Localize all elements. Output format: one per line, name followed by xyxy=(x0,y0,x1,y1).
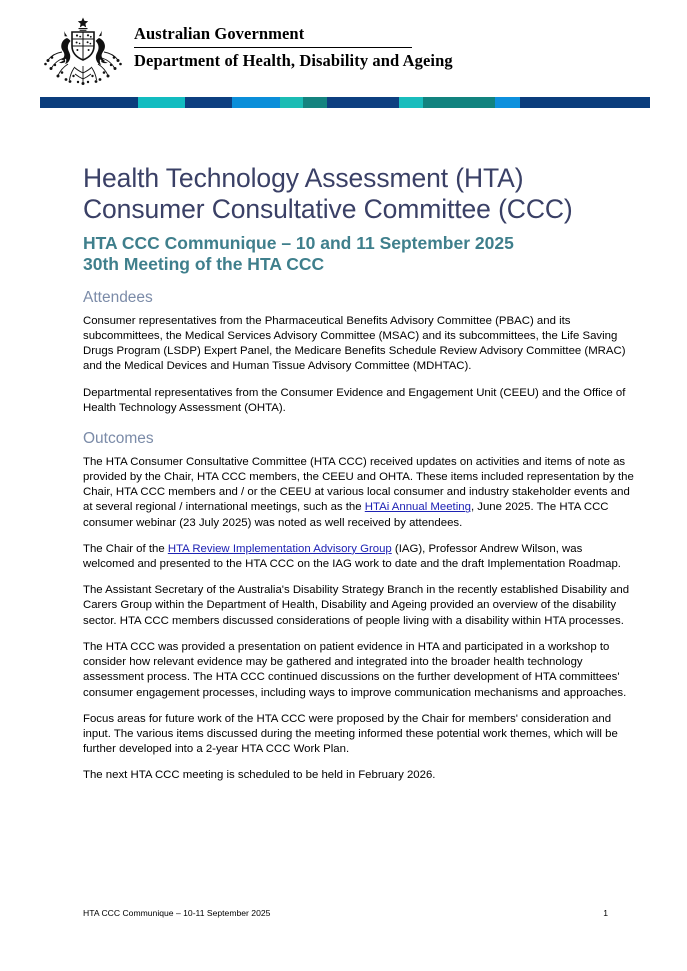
color-band-segment-10 xyxy=(495,97,520,108)
footer-page-number: 1 xyxy=(603,908,608,918)
outcomes-paragraph-6: The next HTA CCC meeting is scheduled to be held in February 2026. xyxy=(83,769,436,782)
color-band-segment-4 xyxy=(232,97,280,108)
htai-annual-meeting-link[interactable]: HTAi Annual Meeting xyxy=(364,501,471,514)
color-band-segment-1 xyxy=(40,97,138,108)
color-band-segment-6 xyxy=(303,97,327,108)
outcomes-p2-text-before: The Chair of the xyxy=(83,542,168,555)
color-band-segment-11 xyxy=(520,97,650,108)
subtitle-line-1: HTA CCC Communique – 10 and 11 September 2025 xyxy=(83,232,514,253)
hta-review-implementation-advisory-group-link[interactable]: HTA Review Implementation Advisory Group xyxy=(167,542,392,555)
subtitle-line-2: 30th Meeting of the HTA CCC xyxy=(83,253,325,274)
page-footer xyxy=(83,908,608,918)
attendees-heading: Attendees xyxy=(83,289,153,307)
australian-government-text: Australian Government xyxy=(134,24,305,43)
outcomes-p1-text-after: , June 2025. The HTA CCC consumer webinar (23 July 2025) was noted as well received by attendees. xyxy=(83,501,609,529)
australian-coat-of-arms-icon xyxy=(40,16,126,88)
document-subtitle xyxy=(83,233,635,276)
document-body xyxy=(83,163,635,784)
outcomes-paragraph-5: Focus areas for future work of the HTA CCC were proposed by the Chair for members' consideration and input. The various items discussed during the meeting informed these potential work themes, which will be further developed into a 2-year HTA CCC Work Plan. xyxy=(83,712,618,756)
wordmark-divider xyxy=(134,47,412,48)
brand-color-band xyxy=(40,97,650,108)
footer-document-title: HTA CCC Communique – 10-11 September 2025 xyxy=(83,908,271,918)
outcomes-paragraph-4: The HTA CCC was provided a presentation on patient evidence in HTA and participated in a workshop to consider how relevant evidence may be gathered and integrated into the broader health technology assessment process. The HTA CCC continued discussions on the further development of HTA committees' consumer engagement processes, including ways to improve communication mechanisms and approaches. xyxy=(83,640,627,699)
outcomes-paragraph-3: The Assistant Secretary of the Australia's Disability Strategy Branch in the recently established Disability and Carers Group within the Department of Health, Disability and Ageing provided an overview of the disability sector. HTA CCC members discussed considerations of people living with a disability within HTA processes. xyxy=(83,584,630,627)
color-band-segment-9 xyxy=(423,97,495,108)
color-band-segment-8 xyxy=(399,97,423,108)
outcomes-p1-text-before: The HTA Consumer Consultative Committee (HTA CCC) received updates on activities and items of note as provided by the Chair, HTA CCC members, the CEEU and OHTA. These items included representation by the Chair, HTA CCC members and / or the CEEU at various local consumer and industry stakeholder events and at several regional / international meetings, such as the xyxy=(83,455,634,514)
department-name-text: Department of Health, Disability and Ageing xyxy=(134,50,453,70)
outcomes-paragraph-2 xyxy=(83,542,635,572)
color-band-segment-3 xyxy=(185,97,232,108)
outcomes-p2-text-after: (IAG), Professor Andrew Wilson, was welcomed and presented to the HTA CCC on the IAG work to date and the draft Implementation Roadmap. xyxy=(83,542,621,571)
outcomes-paragraph-1 xyxy=(83,455,635,531)
attendees-paragraph-1: Consumer representatives from the Pharmaceutical Benefits Advisory Committee (PBAC) and its subcommittees, the Medical Services Advisory Committee (MSAC) and its subcommittees, the Life Saving Drugs Program (LSDP) Expert Panel, the Medicare Benefits Schedule Review Advisory Committee (MRAC) and the Medical Devices and Human Tissue Advisory Committee (MDHTAC). xyxy=(83,314,626,373)
attendees-paragraph-2: Departmental representatives from the Consumer Evidence and Engagement Unit (CEEU) and the Office of Health Technology Assessment (OHTA). xyxy=(83,386,626,414)
masthead xyxy=(40,16,453,88)
color-band-segment-7 xyxy=(327,97,399,108)
government-wordmark xyxy=(134,16,453,71)
color-band-segment-2 xyxy=(138,97,185,108)
outcomes-heading: Outcomes xyxy=(83,430,154,448)
color-band-segment-5 xyxy=(280,97,303,108)
page-title: Health Technology Assessment (HTA) Consumer Consultative Committee (CCC) xyxy=(83,163,573,225)
